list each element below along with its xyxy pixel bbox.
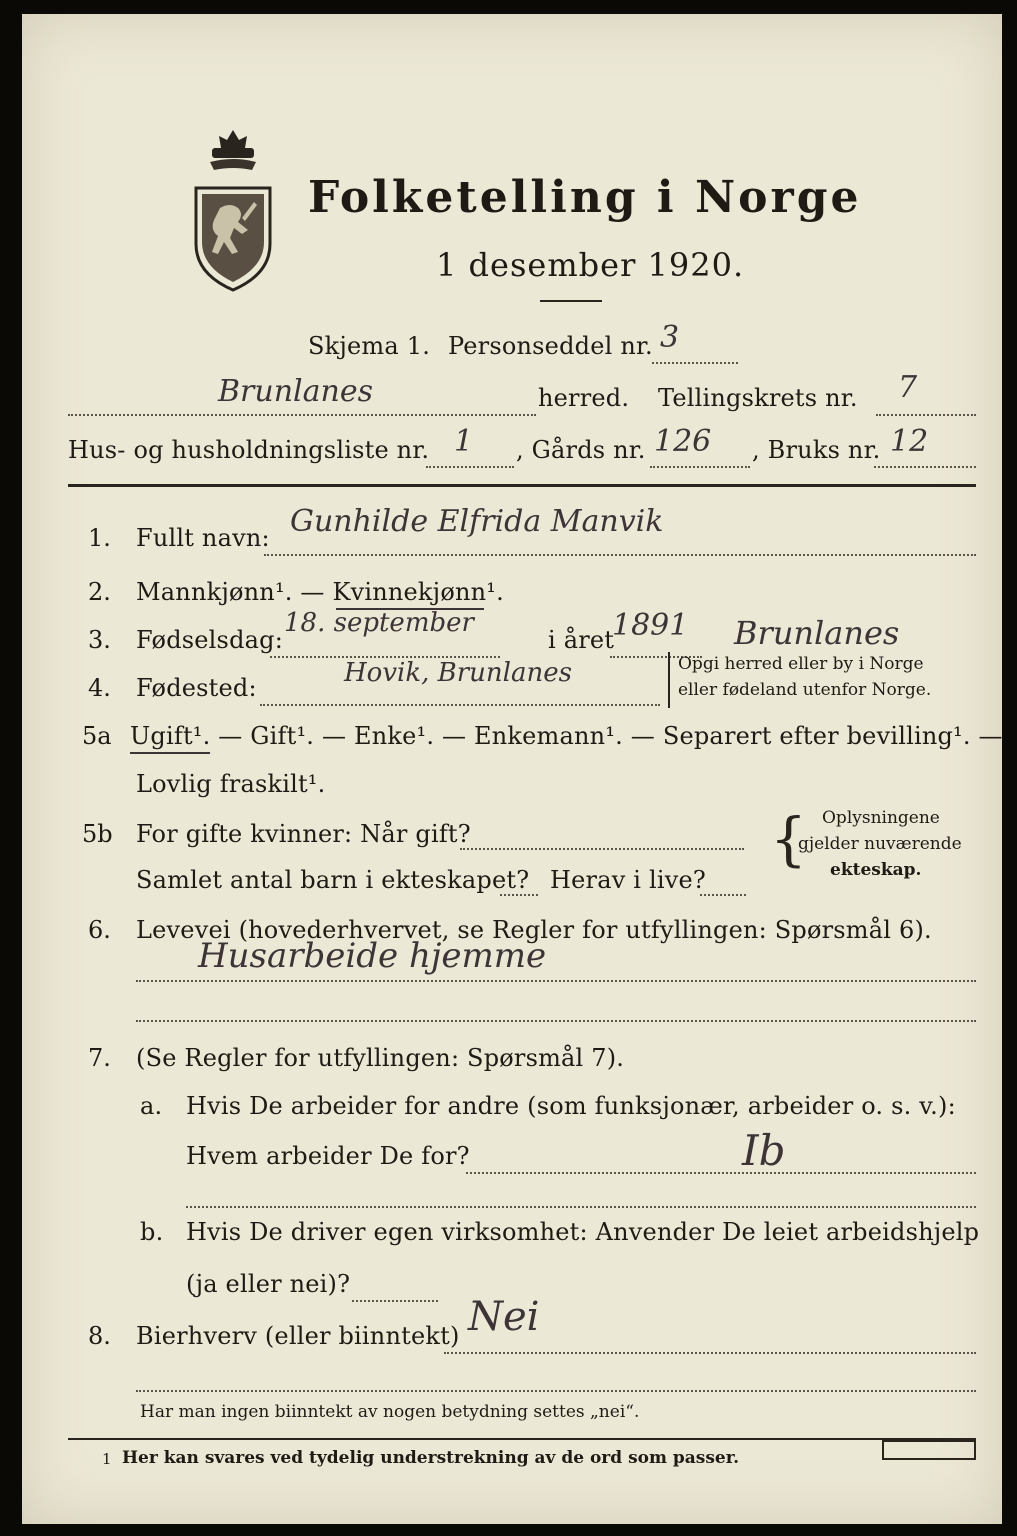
gards-label: , Gårds nr. <box>516 436 646 464</box>
herred-value: Brunlanes <box>218 374 373 409</box>
q5b-label-2: Samlet antal barn i ekteskapet? <box>136 866 530 894</box>
herred-label: herred. <box>538 384 630 412</box>
personseddel-value: 3 <box>660 320 680 355</box>
header-divider <box>68 484 976 487</box>
footnote-text: Her kan svares ved tydelig understrekning av de ord som passer. <box>122 1448 740 1468</box>
hus-label: Hus- og husholdningsliste nr. <box>68 436 430 464</box>
q4-value: Hovik, Brunlanes <box>344 658 572 688</box>
q5a-underline <box>130 752 210 754</box>
q5b-note-3: ekteskap. <box>830 860 922 880</box>
q7a-value: Ib <box>742 1126 786 1175</box>
coat-of-arms-icon <box>190 126 276 292</box>
q4-note-2: eller fødeland utenfor Norge. <box>678 680 932 700</box>
q8-value: Nei <box>468 1294 540 1340</box>
q7a-question: Hvem arbeider De for? <box>186 1142 470 1170</box>
q2-number: 2. <box>88 578 111 606</box>
form-title: Folketelling i Norge <box>308 172 862 223</box>
q4-number: 4. <box>88 674 111 702</box>
q5b-note-1: Oplysningene <box>822 808 940 828</box>
q2-text: Mannkjønn¹. — Kvinnekjønn¹. <box>136 578 504 606</box>
footnote-number: 1 <box>102 1450 112 1468</box>
bruks-value: 12 <box>890 424 929 459</box>
q7b-letter: b. <box>140 1218 164 1246</box>
q5b-label-3: Herav i live? <box>550 866 706 894</box>
q7a-text: Hvis De arbeider for andre (som funksjonær, arbeider o. s. v.): <box>186 1092 956 1120</box>
q5a-text-2: Lovlig fraskilt¹. <box>136 770 326 798</box>
bruks-label: , Bruks nr. <box>752 436 881 464</box>
q3-number: 3. <box>88 626 111 654</box>
q8-number: 8. <box>88 1322 111 1350</box>
q5a-number: 5a <box>82 722 112 750</box>
q6-value: Husarbeide hjemme <box>198 936 547 976</box>
title-divider <box>540 300 602 302</box>
q7b-text: Hvis De driver egen virksomhet: Anvender De leiet arbeidshjelp <box>186 1218 980 1246</box>
q1-number: 1. <box>88 524 111 552</box>
tellingskrets-label: Tellingskrets nr. <box>658 384 858 412</box>
q4-label: Fødested: <box>136 674 257 702</box>
q6-label: Levevei (hovederhvervet, se Regler for utfyllingen: Spørsmål 6). <box>136 916 932 944</box>
q1-value: Gunhilde Elfrida Manvik <box>290 504 664 539</box>
tellingskrets-value: 7 <box>898 370 918 405</box>
q3-margin-value: Brunlanes <box>734 614 900 652</box>
q5b-note-2: gjelder nuværende <box>798 834 962 854</box>
hus-value: 1 <box>454 424 474 459</box>
q4-bracket <box>668 652 670 708</box>
q5b-number: 5b <box>82 820 113 848</box>
schema-label: Skjema 1. <box>308 332 431 360</box>
q3-year-value: 1891 <box>612 608 689 643</box>
q7-label: (Se Regler for utfyllingen: Spørsmål 7). <box>136 1044 625 1072</box>
q5b-brace: { <box>770 805 807 873</box>
q7b-question: (ja eller nei)? <box>186 1270 351 1298</box>
q1-label: Fullt navn: <box>136 524 270 552</box>
footer-note: Har man ingen biinntekt av nogen betydning settes „nei“. <box>140 1402 640 1422</box>
census-form-page <box>22 14 1002 1524</box>
footer-divider <box>68 1438 976 1440</box>
q6-number: 6. <box>88 916 111 944</box>
gards-value: 126 <box>654 424 712 459</box>
q7a-letter: a. <box>140 1092 163 1120</box>
q3-value: 18. september <box>284 608 474 638</box>
q3-label: Fødselsdag: <box>136 626 283 654</box>
q7-number: 7. <box>88 1044 111 1072</box>
q3-year-label: i året <box>548 626 615 654</box>
printer-stamp <box>882 1440 976 1460</box>
personseddel-label: Personseddel nr. <box>448 332 653 360</box>
q8-label: Bierhverv (eller biinntekt) <box>136 1322 460 1350</box>
q4-note-1: Opgi herred eller by i Norge <box>678 654 924 674</box>
q5a-text: Ugift¹. — Gift¹. — Enke¹. — Enkemann¹. — Separert efter bevilling¹. — <box>130 722 1003 750</box>
q5b-label-1: For gifte kvinner: Når gift? <box>136 820 471 848</box>
form-date: 1 desember 1920. <box>436 246 745 284</box>
